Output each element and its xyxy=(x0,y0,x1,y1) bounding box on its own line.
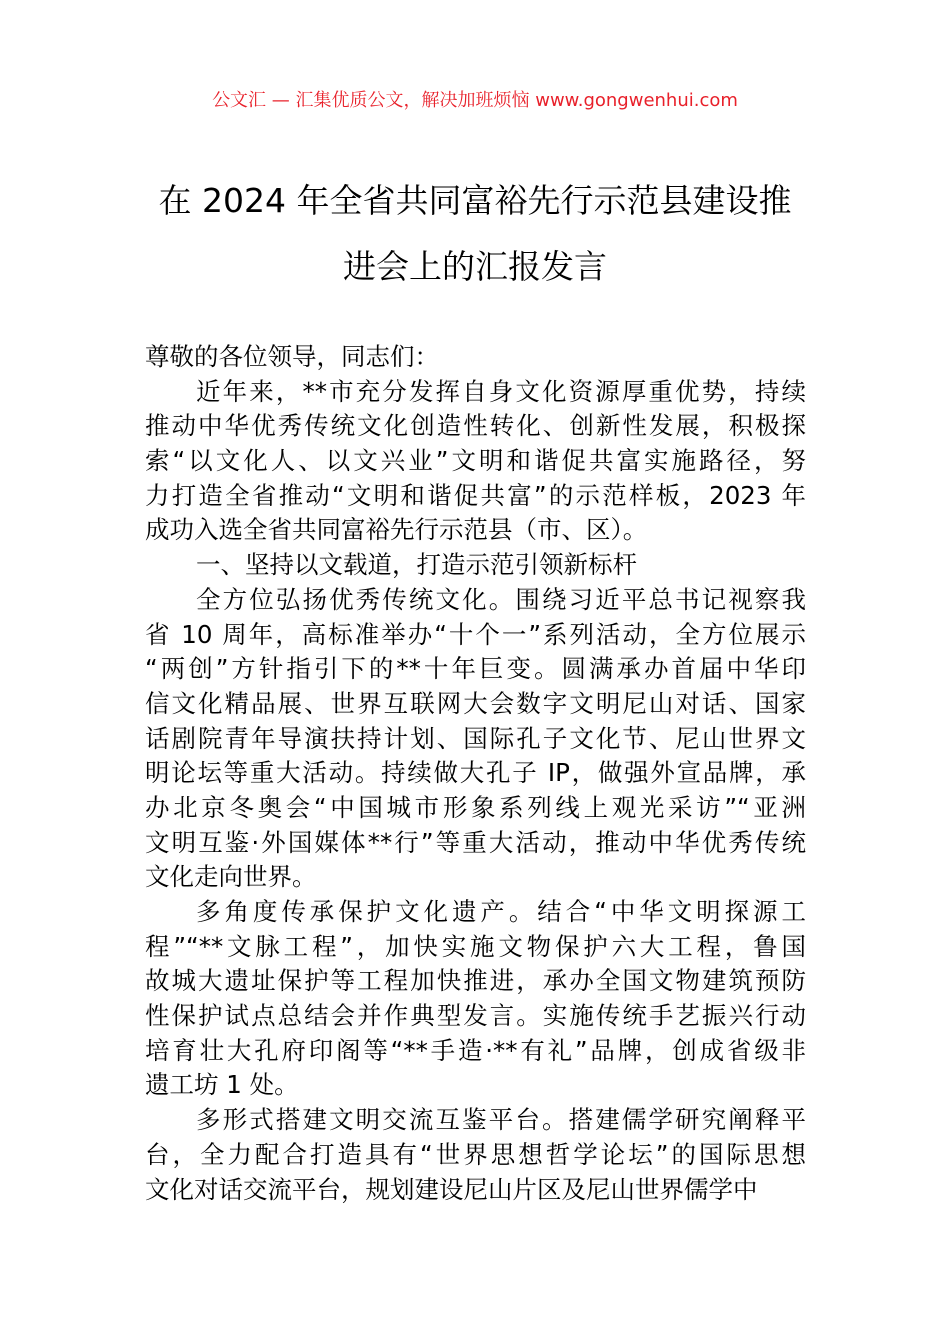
text-line: 力打造全省推动“文明和谐促共富”的示范样板，2023 年 xyxy=(145,480,806,510)
text-line: 明论坛等重大活动。持续做大孔子 IP，做强外宣品牌，承 xyxy=(145,758,806,788)
paragraph xyxy=(145,583,806,895)
text-line: 一、坚持以文载道，打造示范引领新标杆 xyxy=(196,550,637,580)
paragraph xyxy=(145,895,806,1103)
text-line: 成功入选全省共同富裕先行示范县（市、区）。 xyxy=(145,515,648,545)
paragraph xyxy=(145,375,806,548)
document-title xyxy=(140,168,810,300)
salutation: 尊敬的各位领导，同志们： xyxy=(145,342,439,371)
text-line: 故城大遗址保护等工程加快推进，承办全国文物建筑预防 xyxy=(145,966,806,996)
text-line: 省 10 周年，高标准举办“十个一”系列活动，全方位展示 xyxy=(145,619,806,649)
paragraph xyxy=(145,548,806,583)
text-line: 培育壮大孔府印阁等“**手造·**有礼”品牌，创成省级非 xyxy=(145,1035,806,1065)
watermark-header: 公文汇 — 汇集优质公文，解决加班烦恼 www.gongwenhui.com xyxy=(212,90,738,111)
text-line: 文明互鉴·外国媒体**行”等重大活动，推动中华优秀传统 xyxy=(145,827,806,857)
text-line: 索“以文化人、以文兴业”文明和谐促共富实施路径，努 xyxy=(145,446,806,476)
text-line: 台，全力配合打造具有“世界思想哲学论坛”的国际思想 xyxy=(145,1139,806,1169)
title-line: 在 2024 年全省共同富裕先行示范县建设推 xyxy=(158,181,792,220)
text-line: 信文化精品展、世界互联网大会数字文明尼山对话、国家 xyxy=(145,688,806,718)
text-line: 文化走向世界。 xyxy=(145,862,317,892)
text-line: 话剧院青年导演扶持计划、国际孔子文化节、尼山世界文 xyxy=(145,723,806,753)
text-line: 遗工坊 1 处。 xyxy=(145,1070,299,1100)
text-line: “两创”方针指引下的**十年巨变。圆满承办首届中华印 xyxy=(145,654,806,684)
text-line: 推动中华优秀传统文化创造性转化、创新性发展，积极探 xyxy=(145,411,806,441)
title-line: 进会上的汇报发言 xyxy=(343,247,607,286)
text-line: 全方位弘扬优秀传统文化。围绕习近平总书记视察我 xyxy=(196,584,806,614)
text-line: 多角度传承保护文化遗产。结合“中华文明探源工 xyxy=(196,897,806,926)
text-line: 性保护试点总结会并作典型发言。实施传统手艺振兴行动 xyxy=(145,1001,806,1031)
text-line: 程”“**文脉工程”，加快实施文物保护六大工程，鲁国 xyxy=(145,931,806,961)
text-line: 多形式搭建文明交流互鉴平台。搭建儒学研究阐释平 xyxy=(196,1105,806,1135)
paragraph xyxy=(145,1103,806,1207)
document-body xyxy=(145,340,806,1207)
text-line: 办北京冬奥会“中国城市形象系列线上观光采访”“亚洲 xyxy=(145,792,806,822)
text-line: 近年来，**市充分发挥自身文化资源厚重优势，持续 xyxy=(196,376,806,406)
text-line: 文化对话交流平台，规划建设尼山片区及尼山世界儒学中 xyxy=(145,1174,758,1204)
